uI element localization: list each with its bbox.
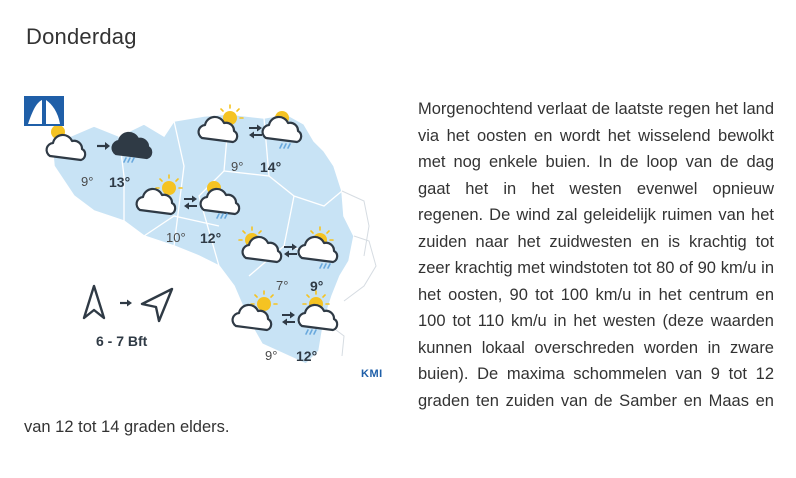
temp-min-south: 9°	[265, 348, 278, 363]
temp-max-west: 13°	[109, 174, 131, 190]
temp-max-south: 12°	[296, 348, 318, 364]
temp-max-east: 9°	[310, 278, 324, 294]
forecast-text-body: Morgenochtend verlaat de laatste regen het land via het oosten en wordt het wisselend bewolkt met nog enkele buien. In de loop van de dag gaat het in het westen evenwel opnieuw regenen. De wind zal geleidelijk ruimen van het zuiden naar het zuidwesten en is krachtig tot zeer krachtig met windstoten tot 80 of 90 km/u in het oosten, 90 tot 100 km/u in het centrum en 100 tot 110 km/u in het westen (deze waarden kunnen lokaal overschreden worden in zware buien). De maxima schommelen van 9 tot 12 graden ten zuiden van de Samber en Maas en van 12 tot 14 graden elders.	[24, 100, 774, 436]
belgium-map-svg	[24, 96, 414, 396]
page-title: Donderdag	[26, 24, 137, 49]
temp-max-center: 12°	[200, 230, 222, 246]
temp-max-northeast: 14°	[260, 159, 282, 175]
kmi-logo-text: KMI	[361, 368, 383, 380]
temp-min-northeast: 9°	[231, 159, 244, 174]
weather-map	[24, 96, 414, 396]
temp-min-west: 9°	[81, 174, 94, 189]
temp-min-east: 7°	[276, 278, 289, 293]
kmi-logo-icon	[24, 96, 64, 144]
temp-min-center: 10°	[166, 230, 186, 245]
wind-force-label: 6 - 7 Bft	[96, 333, 148, 349]
wind-direction-icon	[84, 286, 172, 321]
